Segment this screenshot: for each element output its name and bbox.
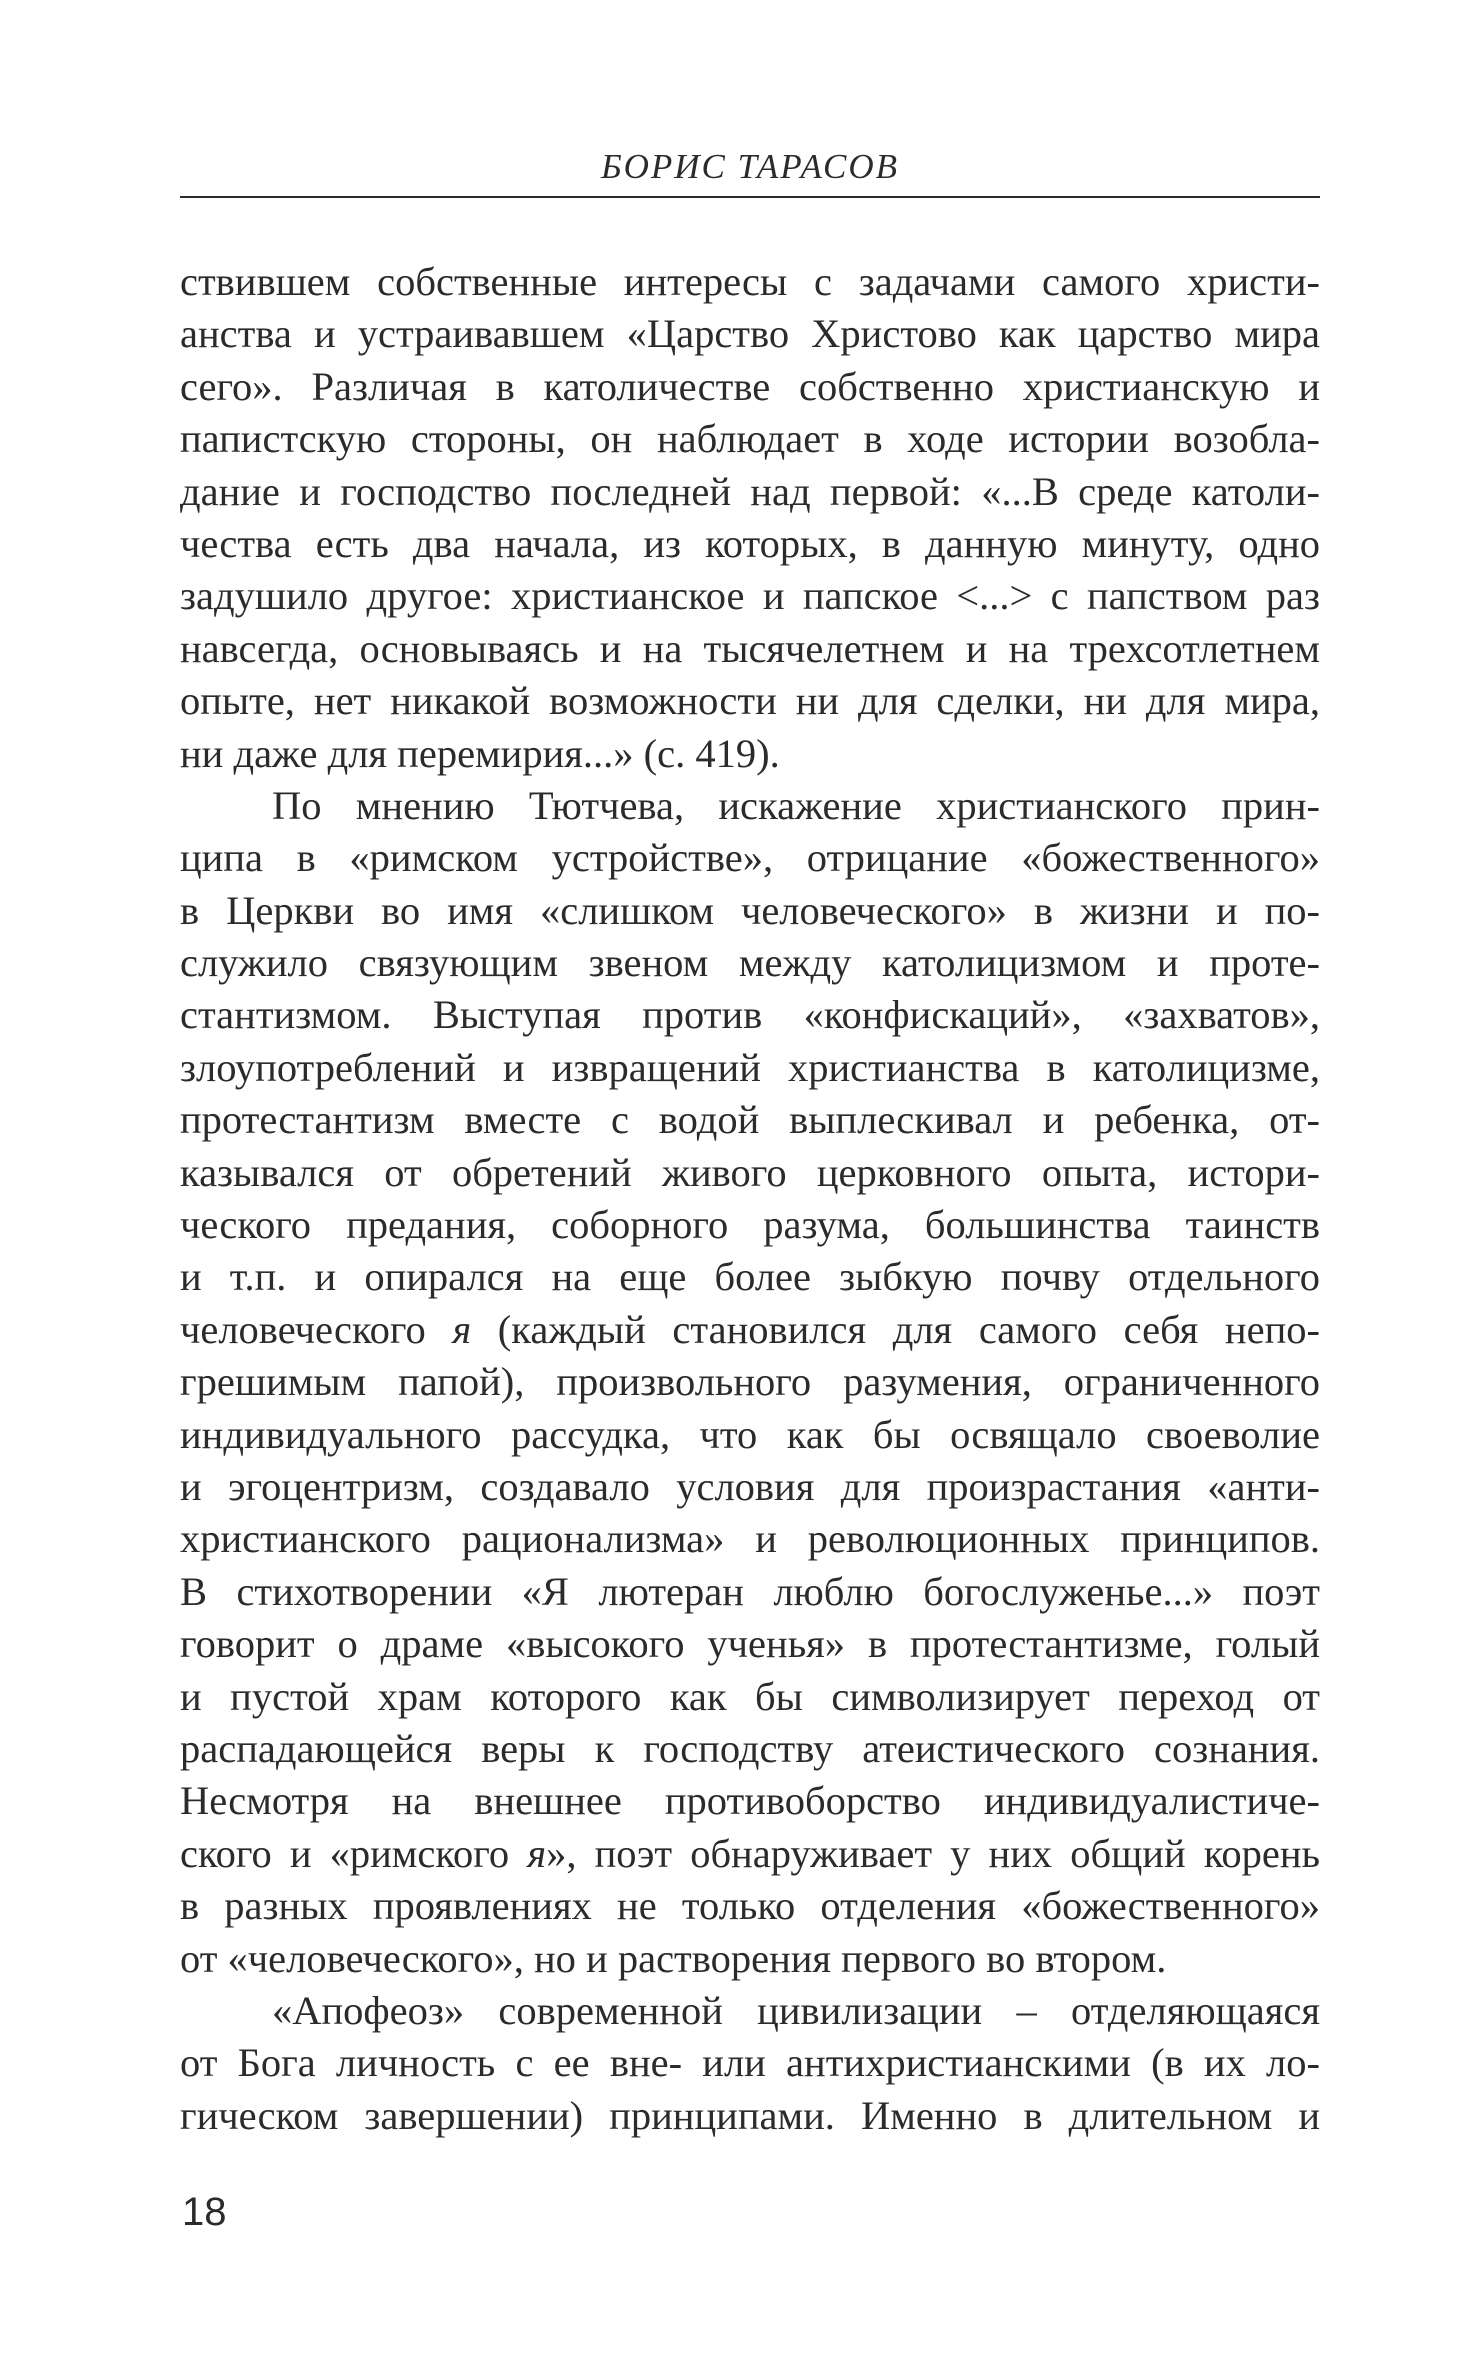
text-line: от «человеческого», но и растворения первого во втором. xyxy=(180,1935,1167,1981)
text-line: гическом завершении) принципами. Именно в длительном и xyxy=(180,2092,1320,2138)
text-line: ни даже для перемирия...» (с. 419). xyxy=(180,730,780,776)
text-line: в Церкви во имя «слишком человеческого» в жизни и по- xyxy=(180,887,1320,933)
text-line: и т.п. и опирался на еще более зыбкую почву отдельного xyxy=(180,1254,1320,1300)
text-line: и пустой храм которого как бы символизирует переход от xyxy=(180,1673,1320,1719)
text-line: «Апофеоз» современной цивилизации – отделяющаяся xyxy=(272,1987,1320,2033)
text-line: сего». Различая в католичестве собственно христианскую и xyxy=(180,363,1320,409)
text-line: ского и «римского я», поэт обнаруживает у них общий корень xyxy=(180,1830,1321,1876)
text-line: навсегда, основываясь и на тысячелетнем и на трехсотлетнем xyxy=(180,625,1320,671)
text-line: чества есть два начала, из которых, в данную минуту, одно xyxy=(180,520,1320,566)
text-line: в разных проявлениях не только отделения «божественного» xyxy=(180,1883,1320,1929)
text-line: Несмотря на внешнее противоборство индивидуалистиче- xyxy=(180,1778,1320,1824)
text-line: стантизмом. Выступая против «конфискаций», «захватов», xyxy=(180,992,1320,1038)
text-line: папистскую стороны, он наблюдает в ходе истории возобла- xyxy=(180,416,1320,462)
text-line: ствившем собственные интересы с задачами самого христи- xyxy=(180,259,1320,304)
text-line: грешимым папой), произвольного разумения, ограниченного xyxy=(180,1359,1320,1405)
text-line: По мнению Тютчева, искажение христианского прин- xyxy=(272,782,1320,828)
text-line: казывался от обретений живого церковного опыта, истори- xyxy=(180,1149,1320,1195)
paragraph-3 xyxy=(180,1985,1320,2142)
text-line: анства и устраивавшем «Царство Христово как царство мира xyxy=(180,311,1320,357)
running-head: БОРИС ТАРАСОВ xyxy=(180,150,1320,198)
text-line: и эгоцентризм, создавало условия для произрастания «анти- xyxy=(180,1463,1320,1509)
text-line: индивидуального рассудка, что как бы освящало своеволие xyxy=(180,1411,1320,1457)
text-line: опыте, нет никакой возможности ни для сделки, ни для мира, xyxy=(180,678,1320,724)
text-line: дание и господство последней над первой: «...В среде католи- xyxy=(180,468,1320,514)
text-line: человеческого я (каждый становился для самого себя непо- xyxy=(180,1306,1320,1352)
page-number: 18 xyxy=(182,2190,227,2234)
text-line: распадающейся веры к господству атеистического сознания. xyxy=(180,1725,1320,1771)
text-line: злоупотреблений и извращений христианства в католицизме, xyxy=(180,1044,1320,1090)
text-line: от Бога личность с ее вне- или антихристианскими (в их ло- xyxy=(180,2040,1320,2086)
paragraph-1 xyxy=(180,256,1320,780)
text-line: задушило другое: христианское и папское <...> с папством раз xyxy=(180,573,1320,619)
paragraph-2 xyxy=(180,780,1320,1985)
text-line: служило связующим звеном между католицизмом и проте- xyxy=(180,940,1320,986)
text-line: ципа в «римском устройстве», отрицание «божественного» xyxy=(180,835,1320,881)
text-line: ческого предания, соборного разума, большинства таинств xyxy=(180,1202,1320,1248)
body-text xyxy=(180,256,1320,2142)
text-line: говорит о драме «высокого ученья» в протестантизме, голый xyxy=(180,1621,1320,1667)
text-line: христианского рационализма» и революционных принципов. xyxy=(180,1516,1320,1562)
text-line: протестантизм вместе с водой выплескивал и ребенка, от- xyxy=(180,1097,1320,1143)
text-line: В стихотворении «Я лютеран люблю богослуженье...» поэт xyxy=(180,1568,1320,1614)
